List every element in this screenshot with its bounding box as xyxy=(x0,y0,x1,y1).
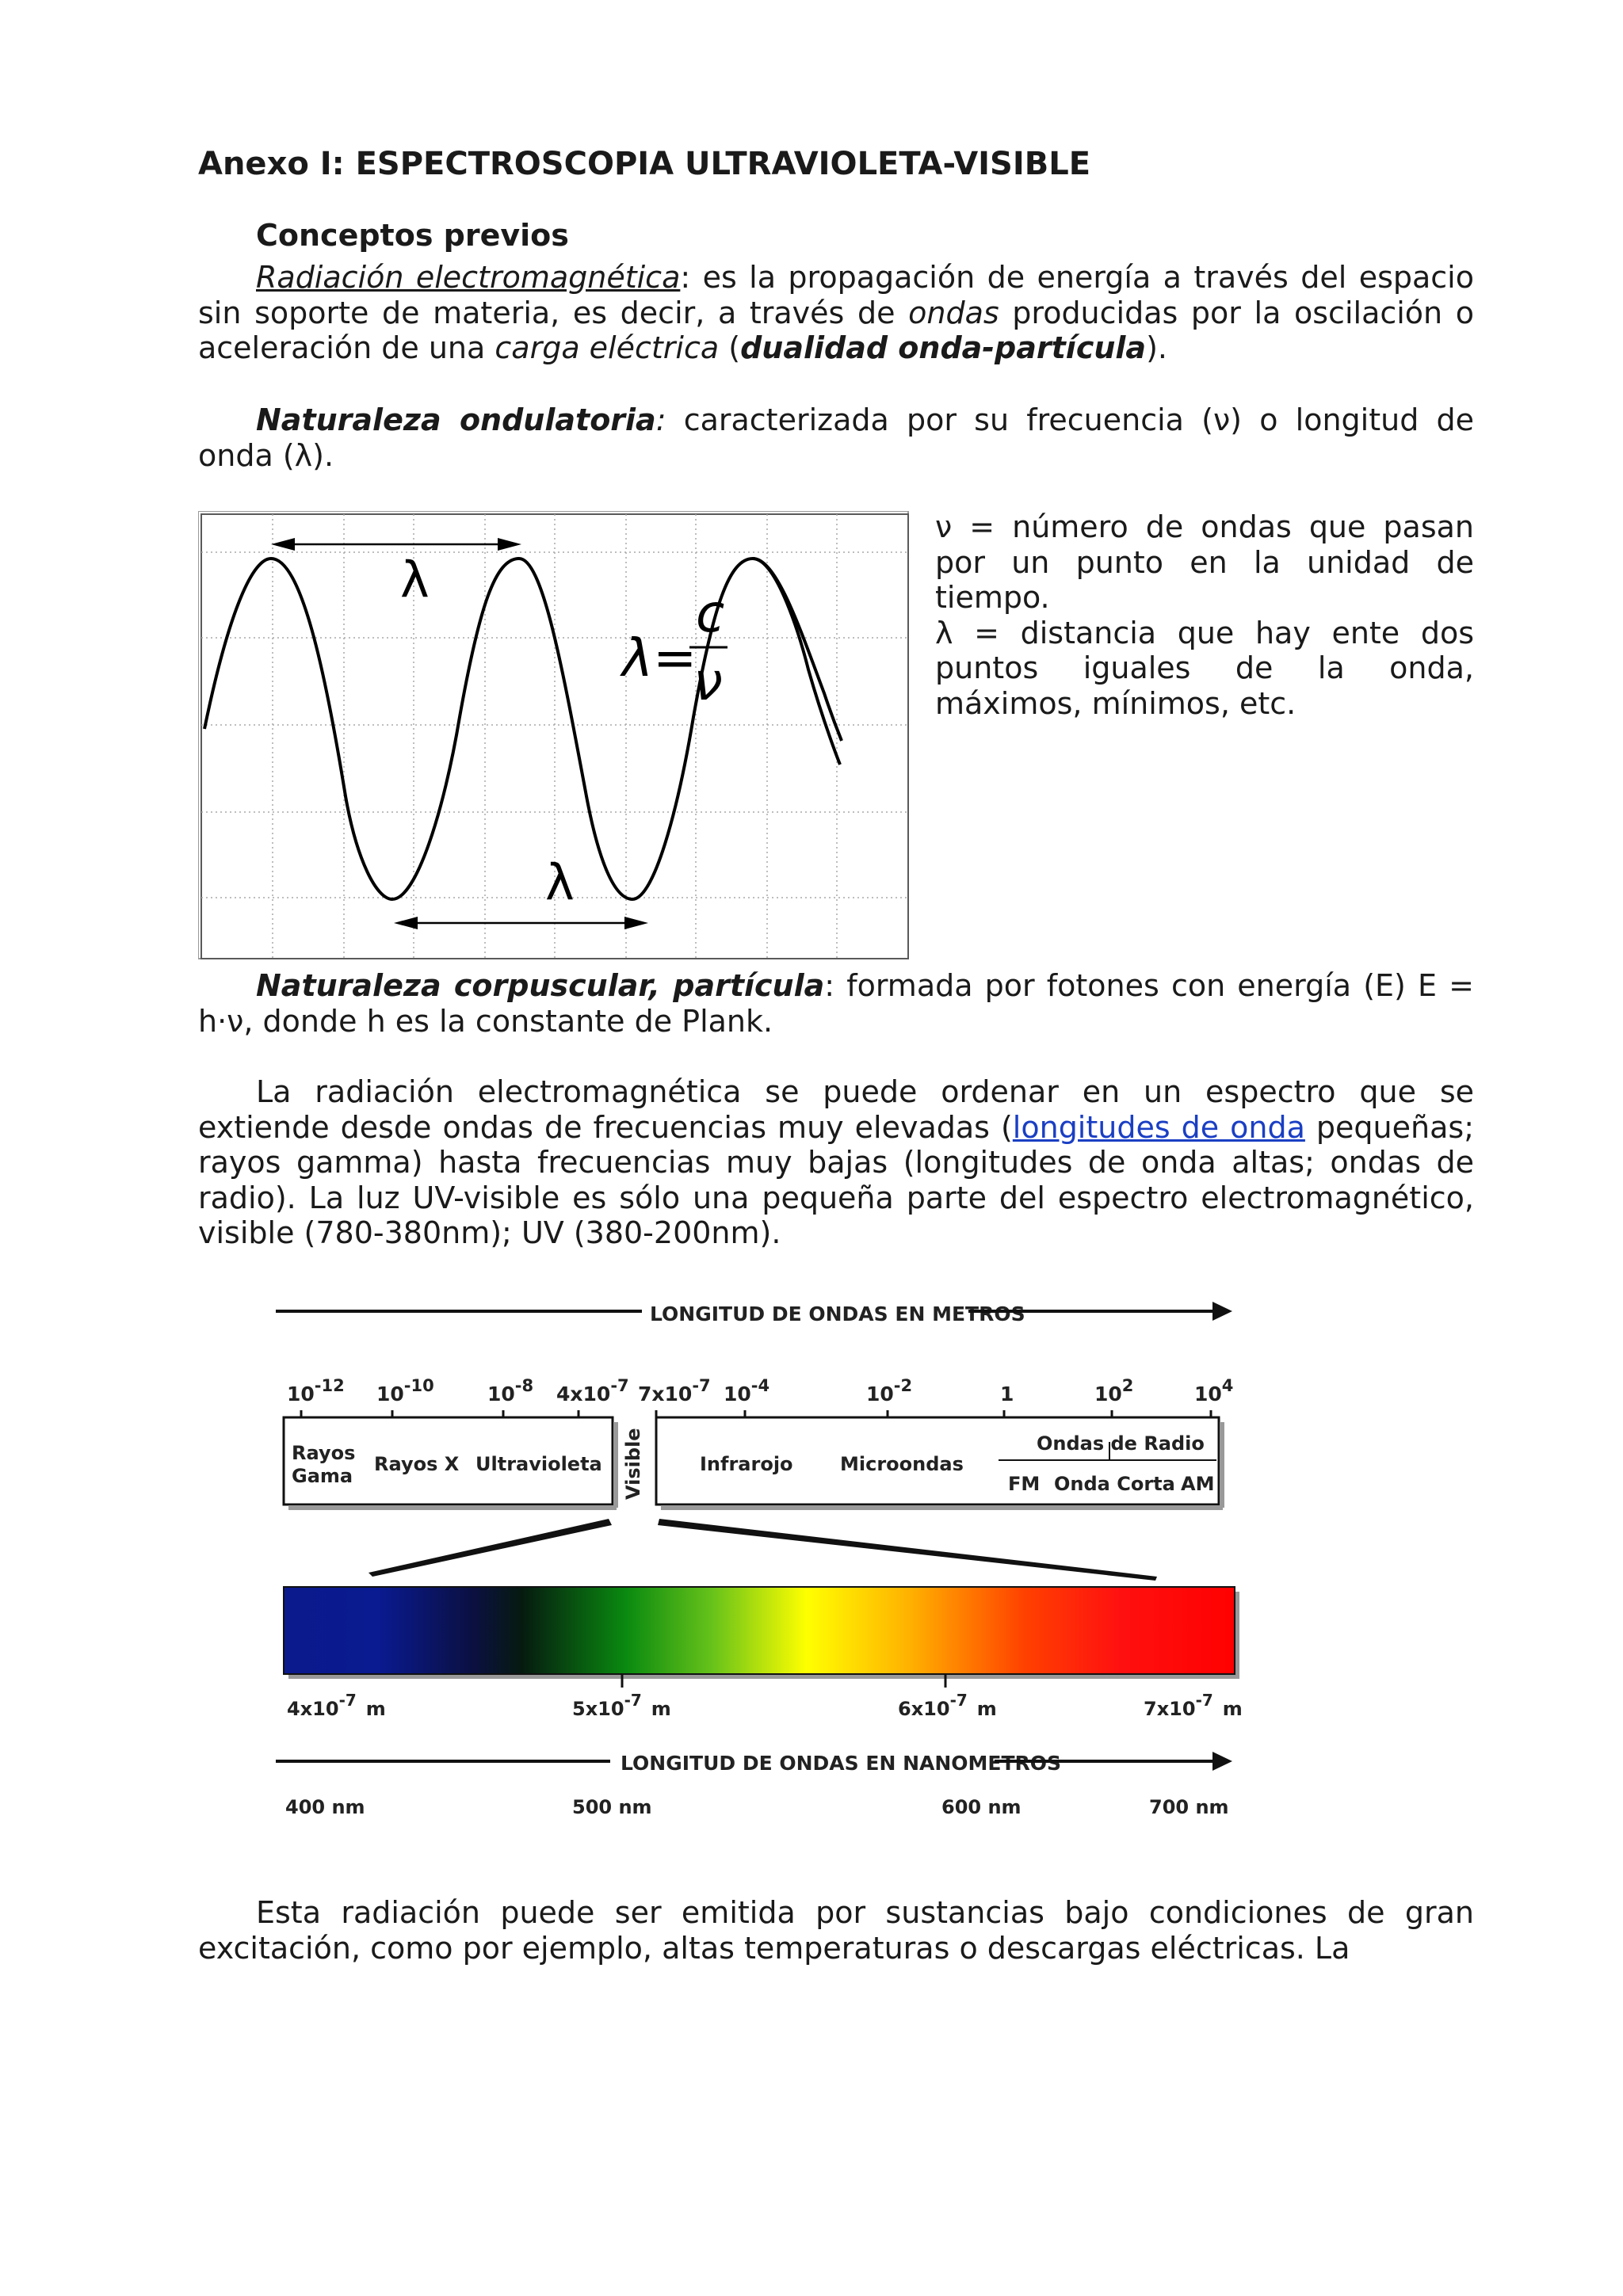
label-onda-corta: Onda Corta xyxy=(1054,1473,1175,1495)
paragraph-espectro xyxy=(198,1074,1474,1251)
meters-header-label: LONGITUD DE ONDAS EN METROS xyxy=(650,1302,1025,1325)
meters-axis-header xyxy=(276,1302,1232,1325)
text: : es la propagación de energía a través del espacio sin soporte de materia, es decir, a través de xyxy=(198,260,1474,330)
nm-label-0: 400 nm xyxy=(285,1796,365,1818)
spectrum-figure xyxy=(269,1287,1292,1834)
label-am: AM xyxy=(1181,1473,1215,1495)
nm-labels xyxy=(285,1796,1229,1818)
term-ondulatoria: Naturaleza ondulatoria xyxy=(256,402,656,437)
paragraph-emision xyxy=(198,1895,1474,1966)
nm-label-3: 700 nm xyxy=(1149,1796,1229,1818)
section-subtitle: Conceptos previos xyxy=(256,218,569,253)
label-microondas: Microondas xyxy=(840,1453,964,1475)
paragraph-ondulatoria xyxy=(198,402,1474,473)
paragraph-corpuscular xyxy=(198,968,1474,1039)
nm-label-1: 500 nm xyxy=(572,1796,652,1818)
text: : formada por fotones con energía (E) E = h·ν, donde h es la constante de Plank. xyxy=(198,968,1474,1039)
label-infrarojo: Infrarojo xyxy=(700,1453,793,1475)
lambda-definition: λ = distancia que hay ente dos puntos iguales de la onda, máximos, mínimos, etc. xyxy=(935,615,1474,721)
wave-figure xyxy=(198,511,911,961)
definitions xyxy=(935,509,1474,721)
nu-definition: ν = número de ondas que pasan por un punto en la unidad de tiempo. xyxy=(935,509,1474,615)
vis-tick-0: $4x10^{-7}$ m xyxy=(287,1691,386,1720)
meter-tick-labels xyxy=(287,1376,1233,1405)
label-ondas-radio: Ondas de Radio xyxy=(1037,1432,1205,1455)
formula-numerator: c xyxy=(696,583,725,644)
text: pequeñas; rayos gamma) hasta frecuencias muy bajas (longitudes de onda altas; ondas de radio). La luz UV-visible es sólo una pequeña parte del espectro electromagnético, visible (780-380nm); UV (380-200nm). xyxy=(198,1109,1474,1250)
text: Esta radiación puede ser emitida por sustancias bajo condiciones de gran excitación, como por ejemplo, altas temperaturas o descargas eléctricas. La xyxy=(198,1895,1474,1966)
tick-label-8: $10^2$ xyxy=(1094,1376,1134,1405)
text: ( xyxy=(719,330,741,365)
term-ondas: ondas xyxy=(908,295,999,330)
text: caracterizada por su frecuencia (ν) o longitud de onda (λ). xyxy=(198,402,1474,473)
nm-axis-header xyxy=(276,1752,1232,1775)
vis-tick-3: $7x10^{-7}$ m xyxy=(1144,1691,1243,1720)
paragraph-radiacion xyxy=(198,260,1474,366)
tick-label-4: $7x10^{-7}$ xyxy=(638,1376,711,1405)
page-title: Anexo I: ESPECTROSCOPIA ULTRAVIOLETA-VISIBLE xyxy=(198,146,1091,182)
text: ). xyxy=(1146,330,1167,365)
tick-label-3: $4x10^{-7}$ xyxy=(556,1376,629,1405)
formula-denominator: ν xyxy=(693,651,723,712)
term-dualidad: dualidad onda-partícula xyxy=(740,330,1147,365)
text: : xyxy=(655,402,666,437)
label-rayos-gama-1: Rayos xyxy=(292,1442,356,1464)
visible-spectrum-bar xyxy=(284,1587,1239,1688)
term-carga: carga eléctrica xyxy=(495,330,720,365)
tick-label-5: $10^{-4}$ xyxy=(724,1376,770,1405)
zoom-lines xyxy=(369,1519,1157,1581)
tick-label-0: $10^{-12}$ xyxy=(287,1376,345,1405)
vis-tick-2: $6x10^{-7}$ m xyxy=(898,1691,997,1720)
tick-label-2: $10^{-8}$ xyxy=(487,1376,534,1405)
lambda-top-label: λ xyxy=(400,551,430,608)
tick-label-1: $10^{-10}$ xyxy=(376,1376,434,1405)
tick-label-6: $10^{-2}$ xyxy=(866,1376,913,1405)
formula-lambda: λ= xyxy=(622,627,697,688)
label-rayos-gama-2: Gama xyxy=(292,1465,353,1487)
band-box-left xyxy=(284,1417,617,1508)
text: La radiación electromagnética se puede ordenar en un espectro que se extiende desde ondas de frecuencias muy elevadas ( xyxy=(198,1074,1474,1145)
tick-label-7: 1 xyxy=(1000,1383,1014,1405)
label-visible: Visible xyxy=(622,1428,644,1500)
visible-tick-labels xyxy=(287,1691,1243,1720)
text: producidas por la oscilación o aceleración de una xyxy=(198,295,1475,365)
label-ultravioleta: Ultravioleta xyxy=(475,1453,602,1475)
band-box-right xyxy=(656,1417,1223,1508)
link-longitudes-de-onda[interactable]: longitudes de onda xyxy=(1012,1109,1305,1145)
label-fm: FM xyxy=(1008,1473,1041,1495)
vis-tick-1: $5x10^{-7}$ m xyxy=(572,1691,671,1720)
tick-label-9: $10^4$ xyxy=(1194,1376,1234,1405)
nm-header-label: LONGITUD DE ONDAS EN NANOMETROS xyxy=(621,1752,1062,1775)
label-rayos-x: Rayos X xyxy=(374,1453,460,1475)
term-corpuscular: Naturaleza corpuscular, partícula xyxy=(256,968,825,1003)
lambda-bottom-label: λ xyxy=(545,853,575,911)
nm-label-2: 600 nm xyxy=(941,1796,1022,1818)
term-radiacion: Radiación electromagnética xyxy=(256,260,681,295)
